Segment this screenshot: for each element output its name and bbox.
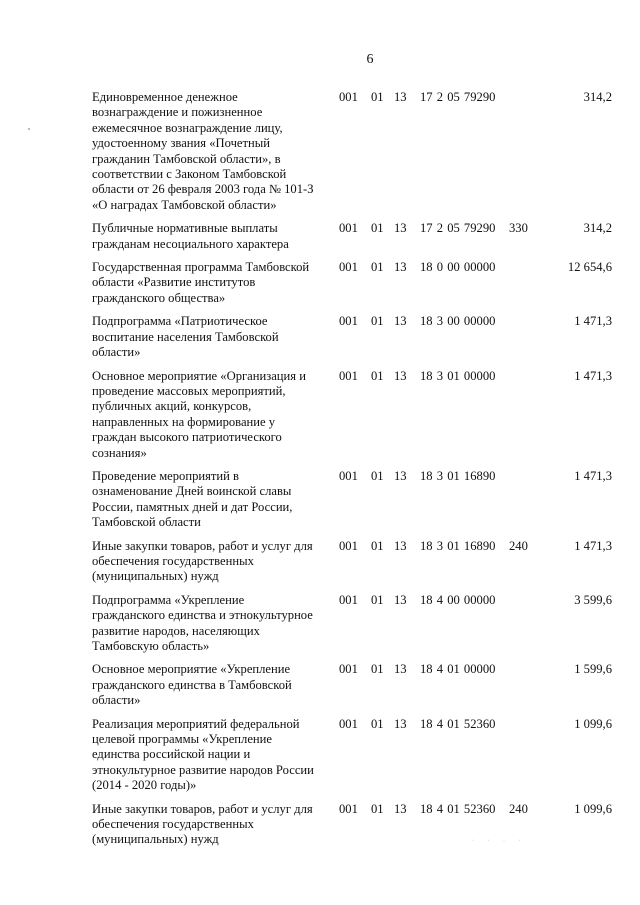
row-name: Иные закупки товаров, работ и услуг для обеспечения государственных (муниципальных) нужд — [92, 538, 313, 584]
scan-speck — [28, 128, 30, 130]
amount: 1 471,3 — [574, 368, 612, 383]
section-code: 01 — [371, 368, 384, 383]
amount: 1 471,3 — [574, 538, 612, 553]
table-row — [92, 469, 612, 531]
subsection-code: 13 — [394, 662, 407, 677]
subsection-code: 13 — [394, 368, 407, 383]
table-row — [92, 539, 612, 585]
amount: 1 099,6 — [574, 716, 612, 731]
target-item-code: 18 4 01 00000 — [420, 662, 496, 677]
target-item-code: 18 3 01 00000 — [420, 368, 496, 383]
ved-code: 001 — [339, 592, 358, 607]
subsection-code: 13 — [394, 90, 407, 104]
subsection-code: 13 — [394, 221, 407, 236]
ved-code: 001 — [339, 314, 358, 329]
target-item-code: 18 4 01 52360 — [420, 801, 496, 816]
subsection-code: 13 — [394, 468, 407, 483]
row-name: Иные закупки товаров, работ и услуг для обеспечения государственных (муниципальных) нужд — [92, 801, 313, 847]
ved-code: 001 — [339, 368, 358, 383]
section-code: 01 — [371, 538, 384, 553]
page-number: 6 — [366, 52, 374, 67]
amount: 1 099,6 — [574, 801, 612, 816]
table-row — [92, 90, 612, 213]
row-name: Государственная программа Тамбовской области «Развитие институтов гражданского общества» — [92, 260, 310, 305]
subsection-code: 13 — [394, 538, 407, 553]
subsection-code: 13 — [394, 801, 407, 816]
table-row — [92, 260, 612, 306]
amount: 314,2 — [583, 221, 612, 236]
ved-code: 001 — [339, 260, 358, 275]
target-item-code: 18 4 01 52360 — [420, 716, 496, 731]
row-name: Реализация мероприятий федеральной целевой программы «Укрепление единства российской нации и этнокультурное развитие народов России (2014 - 2020 годы)» — [92, 716, 314, 793]
section-code: 01 — [371, 221, 384, 236]
target-item-code: 18 3 01 16890 — [420, 538, 496, 553]
ved-code: 001 — [339, 801, 358, 816]
table-row — [92, 221, 612, 252]
section-code: 01 — [371, 662, 384, 677]
target-item-code: 18 3 01 16890 — [420, 468, 496, 483]
section-code: 01 — [371, 716, 384, 731]
ved-code: 001 — [339, 662, 358, 677]
table-row — [92, 314, 612, 360]
section-code: 01 — [371, 90, 384, 104]
ved-code: 001 — [339, 468, 358, 483]
amount: 1 599,6 — [574, 662, 612, 677]
section-code: 01 — [371, 314, 384, 329]
table-row — [92, 593, 612, 655]
budget-table — [92, 90, 612, 856]
section-code: 01 — [371, 260, 384, 275]
amount: 1 471,3 — [574, 314, 612, 329]
subsection-code: 13 — [394, 716, 407, 731]
expense-type-code: 240 — [509, 538, 528, 553]
amount: 12 654,6 — [567, 260, 612, 275]
amount: 3 599,6 — [574, 592, 612, 607]
row-name: Публичные нормативные выплаты гражданам несоциального характера — [92, 221, 289, 251]
amount: 314,2 — [583, 90, 612, 104]
table-row — [92, 802, 612, 848]
section-code: 01 — [371, 592, 384, 607]
target-item-code: 18 4 00 00000 — [420, 592, 496, 607]
expense-type-code: 240 — [509, 801, 528, 816]
target-item-code: 17 2 05 79290 — [420, 90, 496, 104]
target-item-code: 18 0 00 00000 — [420, 260, 496, 275]
row-name: Подпрограмма «Укрепление гражданского единства и этнокультурное развитие народов, населяющих Тамбовскую область» — [92, 592, 313, 653]
amount: 1 471,3 — [574, 468, 612, 483]
target-item-code: 18 3 00 00000 — [420, 314, 496, 329]
section-code: 01 — [371, 801, 384, 816]
ved-code: 001 — [339, 716, 358, 731]
ved-code: 001 — [339, 90, 358, 104]
table-row — [92, 369, 612, 461]
ved-code: 001 — [339, 538, 358, 553]
row-name: Единовременное денежное вознаграждение и пожизненное ежемесячное вознаграждение лицу, удостоенному звания «Почетный гражданин Тамбовской области», в соответствии с Законом Тамбовской области от 26 февраля 2003 года № 101-З «О наградах Тамбовской области» — [92, 90, 314, 212]
table-row — [92, 662, 612, 708]
target-item-code: 17 2 05 79290 — [420, 221, 496, 236]
row-name: Подпрограмма «Патриотическое воспитание населения Тамбовской области» — [92, 314, 279, 360]
row-name: Проведение мероприятий в ознаменование Дней воинской славы России, памятных дней и дат России, Тамбовской области — [92, 468, 293, 530]
subsection-code: 13 — [394, 314, 407, 329]
table-row — [92, 717, 612, 794]
subsection-code: 13 — [394, 260, 407, 275]
section-code: 01 — [371, 468, 384, 483]
expense-type-code: 330 — [509, 221, 528, 236]
row-name: Основное мероприятие «Организация и проведение массовых мероприятий, публичных акций, конкурсов, направленных на формирование у граждан высокого патриотического сознания» — [92, 368, 306, 460]
scan-specks: · · · · — [472, 838, 527, 844]
subsection-code: 13 — [394, 592, 407, 607]
ved-code: 001 — [339, 221, 358, 236]
row-name: Основное мероприятие «Укрепление гражданского единства в Тамбовской области» — [92, 662, 292, 708]
